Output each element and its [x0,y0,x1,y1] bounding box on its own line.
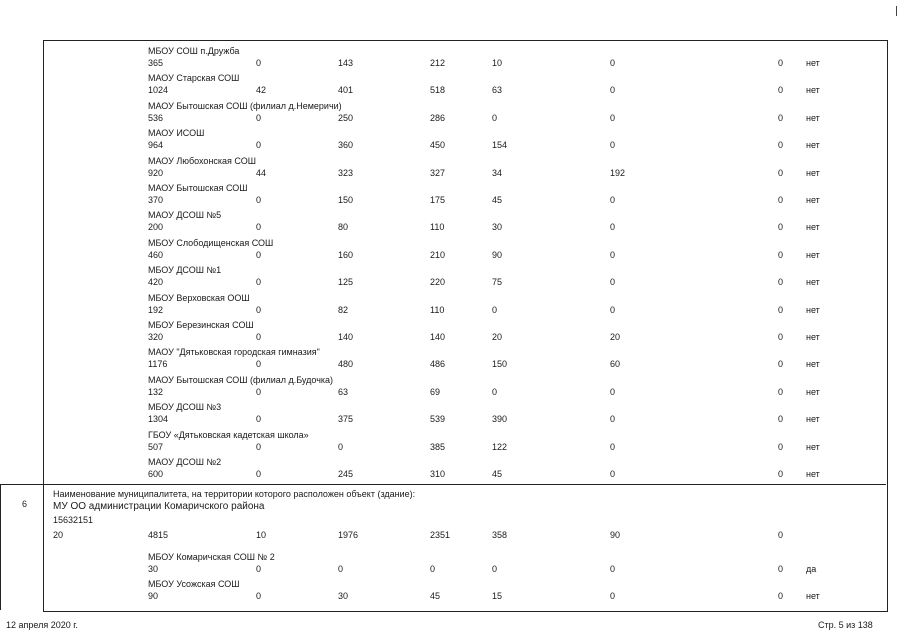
value-cell: нет [806,359,820,370]
value-cell: 460 [148,249,164,260]
school-name: МАОУ Любохонская СОШ [148,155,256,166]
value-cell: 0 [610,85,616,96]
value-cell: 401 [338,85,354,96]
value-cell: нет [806,112,820,123]
value-cell: 20 [610,332,621,342]
value-cell: 0 [610,441,616,452]
value-cell: 140 [338,332,354,342]
value-cell: 63 [338,386,349,397]
value-cell: 920 [148,167,164,178]
section-divider [0,484,886,485]
value-cell: 0 [256,112,262,123]
section-title: МУ ОО администрации Комаричского района [53,501,265,512]
value-cell: 125 [338,277,354,288]
value-cell: 0 [610,222,616,233]
value-cell: 140 [430,332,446,342]
value-cell: 385 [430,441,446,452]
value-cell: нет [806,386,820,397]
value-cell: 0 [492,386,498,397]
value-cell: нет [806,277,820,288]
value-cell: 600 [148,469,164,479]
school-name: МБОУ Верховская ООШ [148,292,250,303]
footer-page-number: Стр. 5 из 138 [818,620,873,630]
total-cell: 90 [610,530,621,540]
school-name: МБОУ СОШ п.Дружба [148,46,240,56]
value-cell: 0 [610,277,616,288]
total-cell: 20 [53,530,64,540]
section-caption: Наименование муниципалитета, на территории которого расположен объект (здание): [53,489,416,499]
value-cell: 45 [430,591,441,602]
value-cell: 42 [256,85,267,96]
school-name: МБОУ Усожская СОШ [148,579,240,590]
value-cell: 192 [610,167,626,178]
school-name: МАОУ Бытошская СОШ (филиал д.Будочка) [148,374,334,385]
value-cell: 212 [430,58,446,68]
value-cell: 220 [430,277,446,288]
school-name: МАОУ "Дятьковская городская гимназия" [148,347,320,358]
value-cell: 192 [148,304,164,315]
value-cell: 1176 [148,359,168,370]
value-cell: 0 [778,112,784,123]
school-name: МБОУ Слободищенская СОШ [148,237,274,248]
table-left-border [0,484,1,610]
value-cell: 110 [430,304,445,315]
value-cell: 154 [492,140,508,151]
value-cell: нет [806,332,820,342]
value-cell: 0 [778,304,784,315]
value-cell: 0 [610,414,616,425]
school-name: МАОУ Старская СОШ [148,73,240,84]
value-cell: нет [806,469,820,479]
value-cell: нет [806,140,820,151]
value-cell: 0 [778,167,784,178]
total-cell: 358 [492,530,508,540]
value-cell: 0 [610,564,616,574]
value-cell: 0 [778,591,784,602]
value-cell: да [806,564,817,574]
value-cell: 0 [778,85,784,96]
value-cell: 518 [430,85,446,96]
value-cell: 0 [256,441,262,452]
value-cell: 450 [430,140,446,151]
value-cell: 45 [492,469,503,479]
value-cell: 0 [610,112,616,123]
footer-date: 12 апреля 2020 г. [6,620,78,630]
value-cell: нет [806,222,820,233]
value-cell: 0 [492,564,498,574]
value-cell: 0 [610,591,616,602]
value-cell: 210 [430,249,446,260]
value-cell: 15 [492,591,503,602]
school-name: МБОУ ДСОШ №1 [148,265,222,276]
value-cell: 132 [148,386,164,397]
value-cell: 480 [338,359,354,370]
value-cell: 536 [148,112,164,123]
value-cell: 200 [148,222,164,233]
value-cell: 0 [778,58,784,68]
value-cell: 63 [492,85,503,96]
value-cell: 0 [778,441,784,452]
total-cell: 10 [256,530,267,540]
value-cell: 150 [338,195,354,205]
value-cell: 160 [338,249,354,260]
school-name: МБОУ ДСОШ №3 [148,402,222,413]
scan-noise [40,14,860,18]
value-cell: 0 [492,304,498,315]
value-cell: 0 [256,591,262,602]
value-cell: 0 [256,564,262,574]
school-name: МАОУ ДСОШ №2 [148,457,222,467]
value-cell: 0 [256,195,262,205]
value-cell: 0 [610,195,616,205]
value-cell: 245 [338,469,354,479]
school-name: МАОУ Бытошская СОШ (филиал д.Немеричи) [148,100,342,111]
value-cell: 30 [148,564,159,574]
value-cell: 0 [256,359,262,370]
value-cell: 0 [778,564,784,574]
value-cell: 0 [778,277,784,288]
value-cell: 0 [256,332,262,342]
value-cell: 0 [778,222,784,233]
total-cell: 1976 [338,530,359,540]
value-cell: 365 [148,58,164,68]
value-cell: 0 [256,469,262,479]
value-cell: 0 [256,249,262,260]
value-cell: 20 [492,332,503,342]
school-name: МБОУ Березинская СОШ [148,320,254,330]
value-cell: 143 [338,58,354,68]
value-cell: 250 [338,112,354,123]
value-cell: 82 [338,304,349,315]
value-cell: 964 [148,140,164,151]
value-cell: 10 [492,58,503,68]
total-cell: 4815 [148,530,169,540]
value-cell: 90 [492,249,503,260]
value-cell: 30 [492,222,503,233]
total-cell: 0 [778,530,784,540]
value-cell: нет [806,249,820,260]
value-cell: 0 [610,140,616,151]
value-cell: нет [806,85,820,96]
value-cell: 320 [148,332,164,342]
value-cell: 80 [338,222,349,233]
value-cell: 327 [430,167,446,178]
value-cell: 390 [492,414,508,425]
value-cell: 34 [492,167,503,178]
value-cell: 75 [492,277,503,288]
value-cell: 30 [338,591,349,602]
value-cell: 0 [610,304,616,315]
school-name: МАОУ Бытошская СОШ [148,183,248,193]
school-name: МАОУ ИСОШ [148,128,205,139]
value-cell: нет [806,167,820,178]
school-name: МАОУ ДСОШ №5 [148,210,222,221]
value-cell: 360 [338,140,354,151]
value-cell: 0 [610,386,616,397]
value-cell: 0 [778,195,784,205]
value-cell: 0 [778,414,784,425]
value-cell: 286 [430,112,446,123]
value-cell: 0 [256,222,262,233]
value-cell: 0 [338,564,344,574]
value-cell: 0 [778,359,784,370]
value-cell: 0 [778,469,784,479]
value-cell: 44 [256,167,267,178]
value-cell: 110 [430,222,445,233]
value-cell: 175 [430,195,446,205]
value-cell: 0 [430,564,436,574]
value-cell: 310 [430,469,446,479]
value-cell: 122 [492,441,508,452]
section-number: 6 [22,499,28,509]
value-cell: 0 [338,441,344,452]
value-cell: 1304 [148,414,169,425]
value-cell: 507 [148,441,164,452]
value-cell: 420 [148,277,164,288]
value-cell: 0 [610,58,616,68]
value-cell: нет [806,441,820,452]
number-column-border [43,484,44,610]
value-cell: 539 [430,414,446,425]
total-cell: 2351 [430,530,451,540]
value-cell: 0 [778,386,784,397]
value-cell: 90 [148,591,159,602]
value-cell: 0 [256,277,262,288]
scan-mark [896,6,897,16]
value-cell: 45 [492,195,503,205]
value-cell: 1024 [148,85,169,96]
value-cell: нет [806,195,820,205]
value-cell: 486 [430,359,446,370]
value-cell: 0 [256,140,262,151]
value-cell: 0 [610,249,616,260]
value-cell: 0 [256,386,262,397]
value-cell: 370 [148,195,164,205]
value-cell: нет [806,304,820,315]
value-cell: 69 [430,386,441,397]
value-cell: нет [806,58,820,68]
value-cell: нет [806,591,820,602]
value-cell: 0 [778,140,784,151]
value-cell: 0 [256,304,262,315]
value-cell: 0 [256,414,262,425]
value-cell: 0 [778,249,784,260]
value-cell: 323 [338,167,354,178]
school-name: МБОУ Комаричская СОШ № 2 [148,552,275,562]
school-name: ГБОУ «Дятьковская кадетская школа» [148,429,309,440]
value-cell: 0 [256,58,262,68]
value-cell: 150 [492,359,508,370]
value-cell: 0 [492,112,498,123]
value-cell: 375 [338,414,354,425]
section-code: 15632151 [53,515,94,525]
value-cell: 0 [778,332,784,342]
value-cell: 60 [610,359,621,370]
value-cell: нет [806,414,820,425]
value-cell: 0 [610,469,616,479]
